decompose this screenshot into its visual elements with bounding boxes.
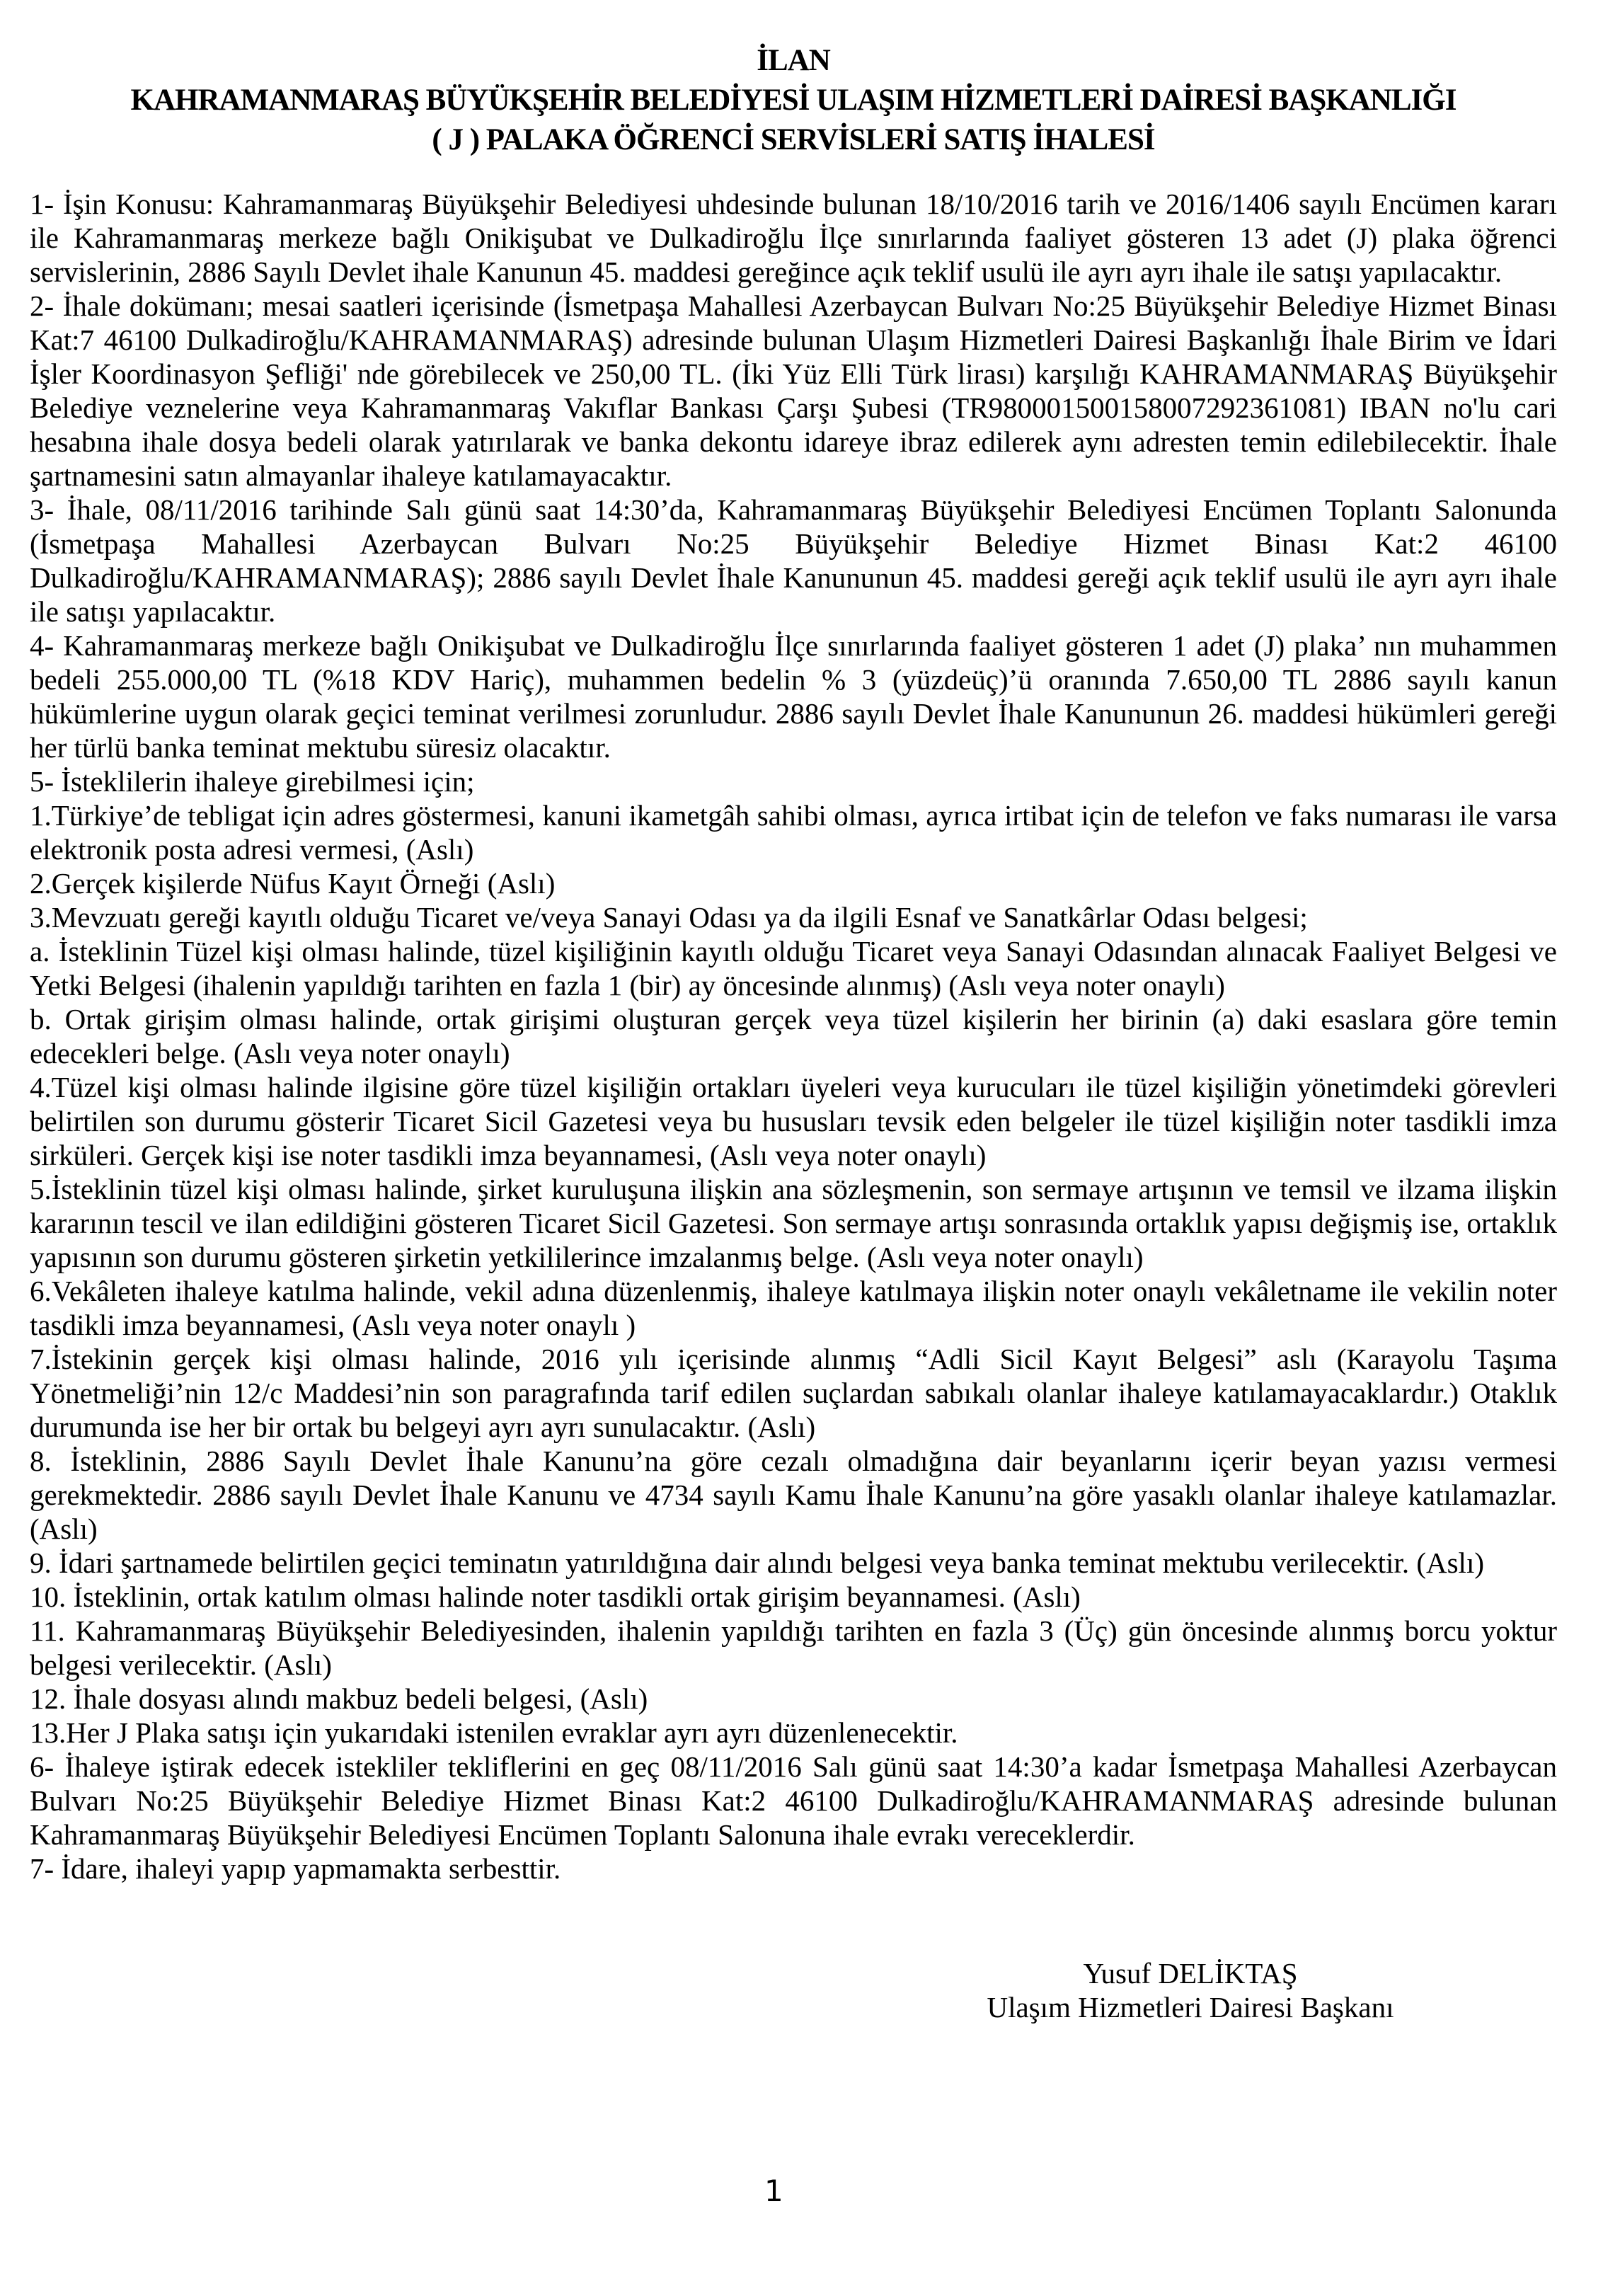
paragraph-muhammen-bedel: 4- Kahramanmaraş merkeze bağlı Onikişubat ve Dulkadiroğlu İlçe sınırlarında faaliyet gösteren 1 adet (J) plaka’ nın muhammen bedeli 255.000,00 TL (%18 KDV Hariç), muhammen bedelin % 3 (yüzdeüç)’ü oranında 7.650,00 TL 2886 sayılı kanun hükümlerine uygun olarak geçici teminat verilmesi zorunludur. 2886 sayılı Devlet İhale Kanununun 26. maddesi hükümleri gereği her türlü banka teminat mektubu süresiz olacaktır. (30, 629, 1557, 764)
list-item-13-evraklar: 13.Her J Plaka satışı için yukarıdaki istenilen evraklar ayrı ayrı düzenlenecektir. (30, 1716, 958, 1749)
document-header (30, 41, 1557, 160)
list-item-3b-ortak-girisim: b. Ortak girişim olması halinde, ortak girişimi oluşturan gerçek veya tüzel kişilerin her birinin (a) daki esaslara göre temin edecekleri belge. (Aslı veya noter onaylı) (30, 1003, 1557, 1069)
paragraph-isin-konusu: 1- İşin Konusu: Kahramanmaraş Büyükşehir Belediyesi uhdesinde bulunan 18/10/2016 tarih ve 2016/1406 sayılı Encümen kararı ile Kahramanmaraş merkeze bağlı Onikişubat ve Dulkadiroğlu İlçe sınırlarında faaliyet gösteren 13 adet (J) plaka öğrenci servislerinin, 2886 Sayılı Devlet ihale Kanunun 45. maddesi gereğince açık teklif usulü ile ayrı ayrı ihale ile satışı yapılacaktır. (30, 188, 1557, 288)
list-item-2-nufus-kayit: 2.Gerçek kişilerde Nüfus Kayıt Örneği (Aslı) (30, 867, 556, 900)
paragraph-ihale-tarihi: 3- İhale, 08/11/2016 tarihinde Salı günü saat 14:30’da, Kahramanmaraş Büyükşehir Belediyesi Encümen Toplantı Salonunda (İsmetpaşa Mahallesi Azerbaycan Bulvarı No:25 Büyükşehir Belediye Hizmet Binası Kat:2 46100 Dulkadiroğlu/KAHRAMANMARAŞ); 2886 sayılı Devlet İhale Kanununun 45. maddesi gereği açık teklif usulü ile ayrı ayrı ihale ile satışı yapılacaktır. (30, 493, 1557, 628)
signature-name: Yusuf DELİKTAŞ (1083, 1957, 1298, 1990)
list-item-9-gecici-teminat: 9. İdari şartnamede belirtilen geçici teminatın yatırıldığına dair alındı belgesi veya banka teminat mektubu verilecektir. (Aslı) (30, 1546, 1484, 1579)
document-content (30, 41, 1557, 2024)
list-item-5-sirket-kurulusu: 5.İsteklinin tüzel kişi olması halinde, şirket kuruluşuna ilişkin ana sözleşmenin, son sermaye artışının ve temsil ve ilzama ilişkin kararının tescil ve ilan edildiğini gösteren Ticaret Sicil Gazetesi. Son sermaye artışı sonrasında ortaklık yapısı değişmiş ise, ortaklık yapısının son durumu gösteren şirketin yetkililerince imzalanmış belge. (Aslı veya noter onaylı) (30, 1173, 1557, 1273)
list-item-12-makbuz-bedeli: 12. İhale dosyası alındı makbuz bedeli belgesi, (Aslı) (30, 1682, 648, 1715)
paragraph-ihale-dokumani: 2- İhale dokümanı; mesai saatleri içerisinde (İsmetpaşa Mahallesi Azerbaycan Bulvarı No:25 Büyükşehir Belediye Hizmet Binası Kat:7 46100 Dulkadiroğlu/KAHRAMANMARAŞ) adresinde bulunan Ulaşım Hizmetleri Dairesi Başkanlığı İhale Birim ve İdari İşler Koordinasyon Şefliği' nde görebilecek ve 250,00 TL. (İki Yüz Elli Türk lirası) karşılığı KAHRAMANMARAŞ Büyükşehir Belediye veznelerine veya Kahramanmaraş Vakıflar Bankası Çarşı Şubesi (TR980001500158007292361081) IBAN no'lu cari hesabına ihale dosya bedeli olarak yatırılarak ve banka dekontu idareye ibraz edilerek aynı adresten temin edilebilecektir. İhale şartnamesini satın almayanlar ihaleye katılamayacaktır. (30, 289, 1557, 492)
list-item-4-ticaret-sicil: 4.Tüzel kişi olması halinde ilgisine göre tüzel kişiliğin ortakları üyeleri veya kurucuları ile tüzel kişiliğin yönetimdeki görevleri belirtilen son durumu gösterir Ticaret Sicil Gazetesi veya bu hususları tevsik eden belgeler ile tüzel kişiliğin noter tasdikli imza sirküleri. Gerçek kişi ise noter tasdikli imza beyannamesi, (Aslı veya noter onaylı) (30, 1071, 1557, 1171)
document-body (30, 187, 1557, 1885)
list-item-6-vekaletname: 6.Vekâleten ihaleye katılma halinde, vekil adına düzenlenmiş, ihaleye katılmaya ilişkin noter onaylı vekâletname ile vekilin noter tasdikli imza beyannamesi, (Aslı veya noter onaylı ) (30, 1275, 1557, 1341)
paragraph-katilim-sartlari-baslik: 5- İsteklilerin ihaleye girebilmesi için; (30, 765, 475, 798)
list-item-3a-tuzel-kisi: a. İsteklinin Tüzel kişi olması halinde, tüzel kişiliğinin kayıtlı olduğu Ticaret veya Sanayi Odasından alınacak Faaliyet Belgesi ve Yetki Belgesi (ihalenin yapıldığı tarihten en fazla 1 (bir) ay öncesinde alınmış) (Aslı veya noter onaylı) (30, 935, 1557, 1001)
paragraph-idare-serbest: 7- İdare, ihaleyi yapıp yapmamakta serbesttir. (30, 1852, 561, 1885)
signature-title: Ulaşım Hizmetleri Dairesi Başkanı (987, 1991, 1394, 2024)
signature-block (780, 1956, 1601, 2024)
list-item-10-ortak-katilim: 10. İsteklinin, ortak katılım olması halinde noter tasdikli ortak girişim beyannamesi. (Aslı) (30, 1580, 1081, 1613)
paragraph-teklif-teslimi: 6- İhaleye iştirak edecek istekliler tekliflerini en geç 08/11/2016 Salı günü saat 14:30’a kadar İsmetpaşa Mahallesi Azerbaycan Bulvarı No:25 Büyükşehir Belediye Hizmet Binası Kat:2 46100 Dulkadiroğlu/KAHRAMANMARAŞ adresinde bulunan Kahramanmaraş Büyükşehir Belediyesi Encümen Toplantı Salonuna ihale evrakı vereceklerdir. (30, 1750, 1557, 1851)
list-item-7-adli-sicil: 7.İstekinin gerçek kişi olması halinde, 2016 yılı içerisinde alınmış “Adli Sicil Kayıt Belgesi” aslı (Karayolu Taşıma Yönetmeliği’nin 12/c Maddesi’nin son paragrafında tarif edilen suçlardan sabıkalı olanlar ihaleye katılamayacaklardır.) Otaklık durumunda ise her bir ortak bu belgeyi ayrı ayrı sunulacaktır. (Aslı) (30, 1343, 1557, 1443)
list-item-8-beyan-yazisi: 8. İsteklinin, 2886 Sayılı Devlet İhale Kanunu’na göre cezalı olmadığına dair beyanlarını içerir beyan yazısı vermesi gerekmektedir. 2886 sayılı Devlet İhale Kanunu ve 4734 sayılı Kamu İhale Kanunu’na göre yasaklı olanlar ihaleye katılamazlar. (Aslı) (30, 1445, 1557, 1545)
page-number: 1 (764, 2174, 783, 2208)
list-item-3-oda-belgesi: 3.Mevzuatı gereği kayıtlı olduğu Ticaret ve/veya Sanayi Odası ya da ilgili Esnaf ve Sanatkârlar Odası belgesi; (30, 901, 1308, 934)
list-item-11-borcu-yoktur: 11. Kahramanmaraş Büyükşehir Belediyesinden, ihalenin yapıldığı tarihten en fazla 3 (Üç) gün öncesinde alınmış borcu yoktur belgesi verilecektir. (Aslı) (30, 1614, 1557, 1681)
header-ilan: İLAN (757, 44, 830, 77)
header-subject: ( J ) PALAKA ÖĞRENCİ SERVİSLERİ SATIŞ İHALESİ (432, 123, 1155, 156)
header-institution: KAHRAMANMARAŞ BÜYÜKŞEHİR BELEDİYESİ ULAŞIM HİZMETLERİ DAİRESİ BAŞKANLIĞI (130, 84, 1457, 117)
list-item-1-tebligat-adresi: 1.Türkiye’de tebligat için adres göstermesi, kanuni ikametgâh sahibi olması, ayrıca irtibat için de telefon ve faks numarası ile varsa elektronik posta adresi vermesi, (Aslı) (30, 799, 1557, 866)
